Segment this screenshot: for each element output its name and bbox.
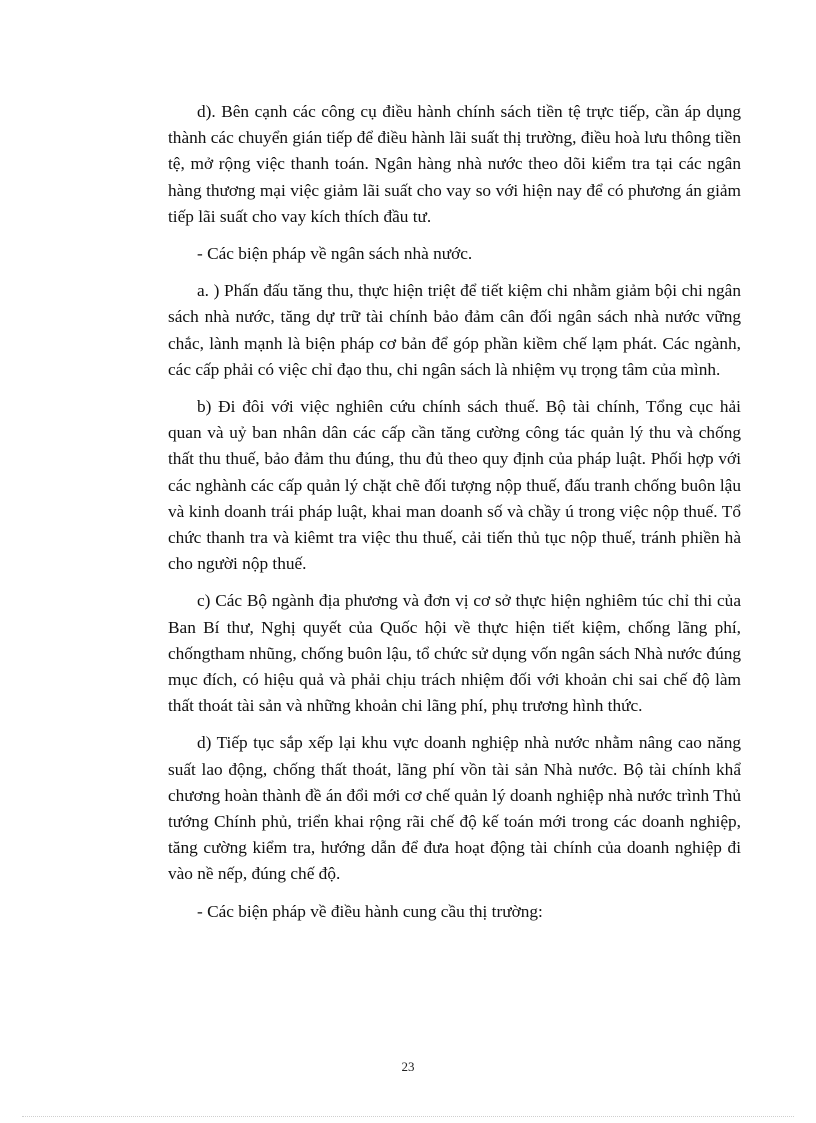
paragraph-ministries: c) Các Bộ ngành địa phương và đơn vị cơ sở thực hiện nghiêm túc chỉ thi của Ban Bí thư, Nghị quyết của Quốc hội về thực hiện tiết kiệm, chống lãng phí, chốngtham nhũng, chống buôn lậu, tổ chức sử dụng vốn ngân sách Nhà nước đúng mục đích, có hiệu quả và phải chịu trách nhiệm đối với khoản chi sai chế độ làm thất thoát tài sản và những khoản chi lãng phí, phụ trương hình thức.	[168, 591, 741, 716]
paragraph-tax-policy: b) Đi đôi với việc nghiên cứu chính sách thuế. Bộ tài chính, Tổng cục hải quan và uỷ ban nhân dân các cấp cần tăng cường công tác quản lý thu và chống thất thu thuế, bảo đảm thu đúng, thu đủ theo quy định của pháp luật. Phối hợp với các nghành các cấp quản lý chặt chẽ đối tượng nộp thuế, đấu tranh chống buôn lậu và kinh doanh trái pháp luật, khai man doanh số và chầy ú trong việc nộp thuế. Tổ chức thanh tra và kiêmt tra việc thu thuế, cải tiến thủ tục nộp thuế, tránh phiền hà cho người nộp thuế.	[168, 397, 741, 574]
section-heading-market-supply-demand: - Các biện pháp về điều hành cung cầu thị trường:	[197, 901, 543, 921]
paragraph-revenue: a. ) Phấn đấu tăng thu, thực hiện triệt để tiết kiệm chi nhằm giảm bội chi ngân sách nhà nước, tăng dự trữ tài chính bảo đảm cân đối ngân sách nhà nước vững chắc, lành mạnh là biện pháp cơ bản để góp phần kiềm chế lạm phát. Các ngành, các cấp phải có việc chỉ đạo thu, chi ngân sách là nhiệm vụ trọng tâm của mình.	[168, 281, 741, 379]
page-bottom-divider	[22, 1116, 794, 1117]
page-number: 23	[401, 1059, 415, 1074]
paragraph-monetary-policy: d). Bên cạnh các công cụ điều hành chính sách tiền tệ trực tiếp, cần áp dụng thành các chuyển gián tiếp để điều hành lãi suất thị trường, điều hoà lưu thông tiền tệ, mở rộng việc thanh toán. Ngân hàng nhà nước theo dõi kiểm tra tại các ngân hàng thương mại việc giảm lãi suất cho vay so với hiện nay để có phương án giảm tiếp lãi suất cho vay kích thích đầu tư.	[168, 102, 741, 226]
body-text	[168, 99, 741, 936]
paragraph-state-enterprises: d) Tiếp tục sắp xếp lại khu vực doanh nghiệp nhà nước nhằm nâng cao năng suất lao động, chống thất thoát, lãng phí vồn tài sản Nhà nước. Bộ tài chính khẩ chương hoàn thành đề án đổi mới cơ chế quản lý doanh nghiệp nhà nước trình Thủ tướng Chính phủ, triển khai rộng rãi chế độ kế toán mới trong các doanh nghiệp, tăng cường kiểm tra, hướng dẫn để đưa hoạt động tài chính của doanh nghiệp đi vào nề nếp, đúng chế độ.	[168, 733, 741, 884]
section-heading-state-budget: - Các biện pháp về ngân sách nhà nước.	[197, 244, 473, 264]
